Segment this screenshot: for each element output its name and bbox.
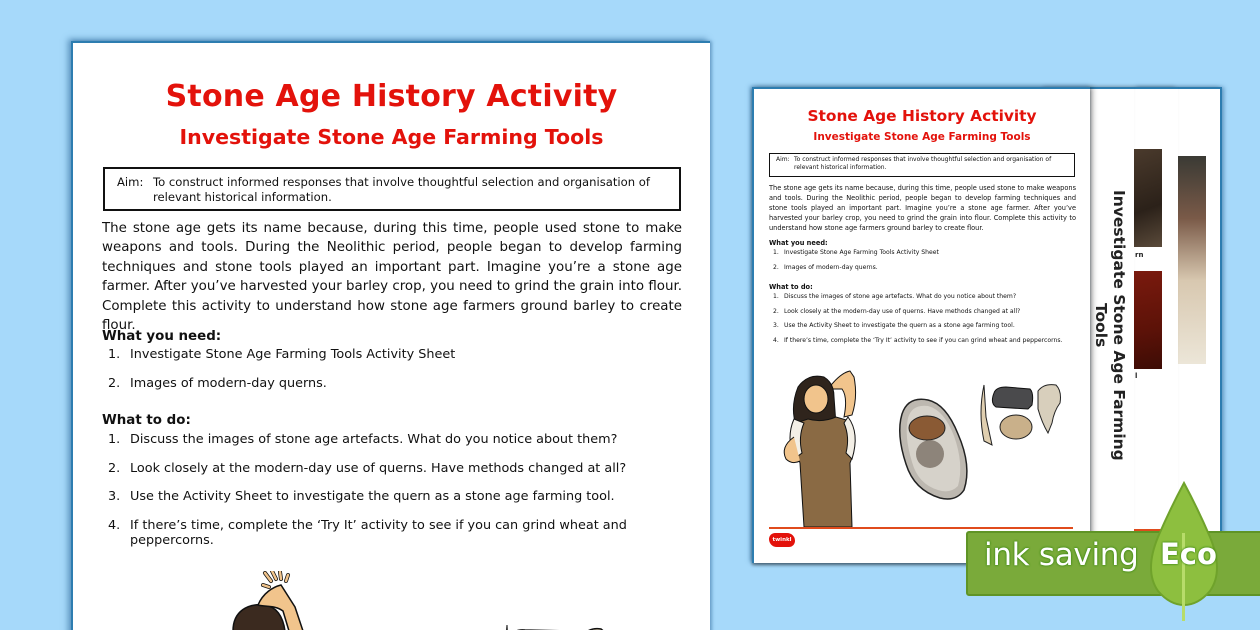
list-item: 3. Use the Activity Sheet to investigate the quern as a stone age farming tool.	[108, 489, 615, 505]
aim-text: To construct informed responses that involve thoughtful selection and organisation of relevant historical information.	[153, 175, 650, 204]
photo-quern-grain	[1134, 149, 1162, 247]
stone-tools-illustration	[493, 623, 653, 630]
list-item: 1. Discuss the images of stone age artefacts. What do you notice about them?	[108, 432, 618, 447]
thumbnail-aim-box: Aim: To construct informed responses that involve thoughtful selection and organisation of relevant historical information.	[769, 153, 1075, 177]
ink-saving-label: ink saving	[984, 537, 1139, 573]
document-title: Stone Age History Activity	[165, 79, 618, 114]
list-item: 1. Discuss the images of stone age artefacts. What do you notice about them?	[773, 293, 1017, 300]
what-you-need-list	[108, 347, 455, 404]
thumbnail-need-heading: What you need:	[769, 239, 828, 247]
aim-label: Aim:	[117, 175, 144, 189]
thumbnail-need-list	[773, 249, 939, 278]
list-item: 3. Use the Activity Sheet to investigate the quern as a stone age farming tool.	[773, 322, 1015, 329]
list-item: 4. If there’s time, complete the ‘Try It’ activity to see if you can grind wheat and peppercorns.	[773, 336, 1063, 344]
list-item: 1. Investigate Stone Age Farming Tools Activity Sheet	[773, 249, 939, 256]
thumbnail-document-preview	[752, 87, 1090, 563]
vertical-page-title: Investigate Stone Age Farming Tools	[1092, 189, 1128, 461]
eco-label: Eco	[1160, 537, 1217, 571]
list-item: 2. Look closely at the modern-day use of querns. Have methods changed at all?	[773, 307, 1021, 315]
thumbnail-intro: The stone age gets its name because, during this time, people used stone to make weapons and tools. During the Neolithic period, people began to develop farming techniques and stone tools played an important part. Imagine you’re a stone age farmer. After you’ve harvested your barley crop, you need to grind the grain into flour. Complete this activity to understand how stone age farmers ground barley to create flour.	[769, 184, 1076, 232]
thumbnail-do-list	[773, 293, 1062, 351]
thumbnail-do-heading: What to do:	[769, 283, 813, 291]
photo-caption: l	[1135, 372, 1138, 380]
cave-person-illustration	[778, 367, 878, 527]
intro-paragraph: The stone age gets its name because, during this time, people used stone to make weapons and tools. During the Neolithic period, people began to develop farming techniques and stone tools played an important part. Imagine you’re a stone age farmer. After you’ve harvested your barley crop, you need to grind the grain into flour. Complete this activity to understand how stone age farmers ground barley to create flour.	[102, 221, 682, 334]
what-to-do-heading: What to do:	[102, 413, 191, 428]
list-item: 4. If there’s time, complete the ‘Try It’ activity to see if you can grind wheat and peppercorns.	[108, 518, 627, 549]
photo-caption: rn	[1135, 251, 1144, 259]
main-document-preview	[71, 41, 710, 630]
thumbnail-title: Stone Age History Activity	[807, 107, 1037, 125]
what-you-need-heading: What you need:	[102, 329, 222, 344]
twinkl-logo: twinkl	[769, 533, 795, 547]
list-item: 2. Look closely at the modern-day use of querns. Have methods changed at all?	[108, 460, 627, 476]
document-subtitle: Investigate Stone Age Farming Tools	[179, 125, 604, 149]
stone-tools-illustration	[978, 383, 1078, 453]
aim-box	[103, 167, 681, 211]
what-to-do-list	[108, 432, 710, 547]
list-item: 1. Investigate Stone Age Farming Tools Activity Sheet	[108, 347, 456, 362]
photo-red-quern	[1134, 271, 1162, 369]
list-item: 2. Images of modern-day querns.	[773, 263, 878, 271]
footer-rule	[769, 527, 1073, 529]
list-item: 2. Images of modern-day querns.	[108, 375, 327, 391]
quern-stone-illustration	[894, 394, 974, 504]
cave-person-illustration	[203, 571, 313, 630]
thumbnail-subtitle: Investigate Stone Age Farming Tools	[813, 131, 1031, 143]
photo-person-grinding	[1178, 156, 1206, 364]
